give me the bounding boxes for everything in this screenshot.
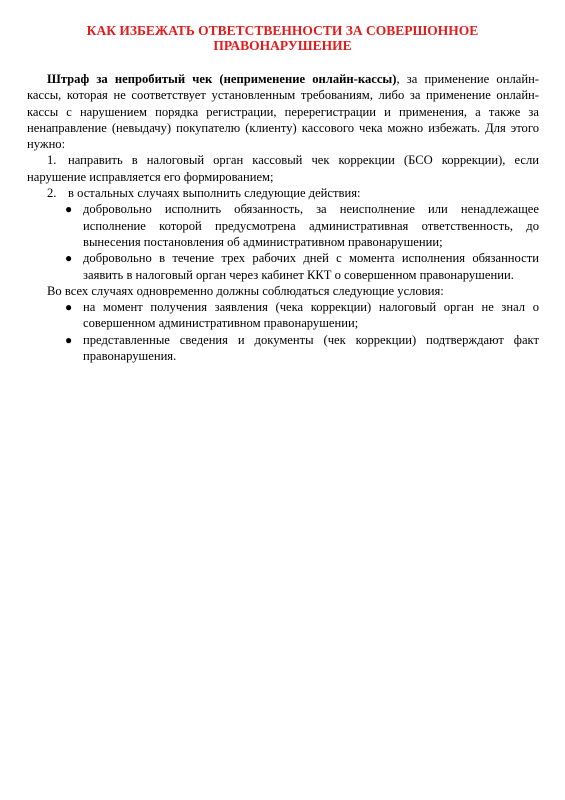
list-item — [27, 332, 539, 365]
step-item-2 — [27, 185, 539, 201]
list-item — [27, 299, 539, 332]
list-item — [27, 250, 539, 283]
step-text: направить в налоговый орган кассовый чек коррекции (БСО коррекции), если нарушение исправляется его формированием; — [27, 153, 539, 184]
bullet-icon: ● — [65, 202, 73, 217]
list-item — [27, 201, 539, 250]
step-number: 1. — [47, 153, 57, 168]
bullet-icon: ● — [65, 251, 73, 266]
conditions-intro: Во всех случаях одновременно должны соблюдаться следующие условия: — [47, 283, 444, 298]
list-item-text: на момент получения заявления (чека коррекции) налоговый орган не знал о совершенном административном правонарушении; — [83, 300, 539, 331]
list-item-text: представленные сведения и документы (чек коррекции) подтверждают факт правонарушения. — [83, 332, 539, 364]
conditions-bullet-list — [27, 299, 539, 364]
intro-bold-text: Штраф за непробитый чек (неприменение онлайн-кассы) — [47, 72, 397, 86]
document-title: КАК ИЗБЕЖАТЬ ОТВЕТСТВЕННОСТИ ЗА СОВЕРШОННОЕ ПРАВОНАРУШЕНИЕ — [86, 23, 479, 53]
list-item-text: добровольно исполнить обязанность, за неисполнение или ненадлежащее исполнение которой предусмотрена административная ответственность, до вынесения постановления об административном правонарушении; — [83, 202, 539, 249]
intro-text: , за применение онлайн-кассы, которая не соответствует установленным требованиям, либо за применение онлайн-кассы с нарушением порядка регистрации, перерегистрации и применения, а также за ненаправление (невыдачу) покупателю (клиенту) кассового чека можно избежать. Для этого нужно: — [27, 72, 539, 152]
bullet-icon: ● — [65, 300, 73, 315]
document-body — [27, 71, 539, 364]
list-item-text: добровольно в течение трех рабочих дней с момента исполнения обязанности заявить в налоговый орган через кабинет ККТ о совершенном правонарушении. — [83, 251, 539, 282]
intro-paragraph — [27, 71, 539, 152]
bullet-icon: ● — [65, 332, 73, 347]
step-text: в остальных случаях выполнить следующие действия: — [68, 186, 361, 201]
step-item-1 — [27, 152, 539, 185]
step-number: 2. — [47, 186, 57, 201]
step2-bullet-list — [27, 201, 539, 282]
